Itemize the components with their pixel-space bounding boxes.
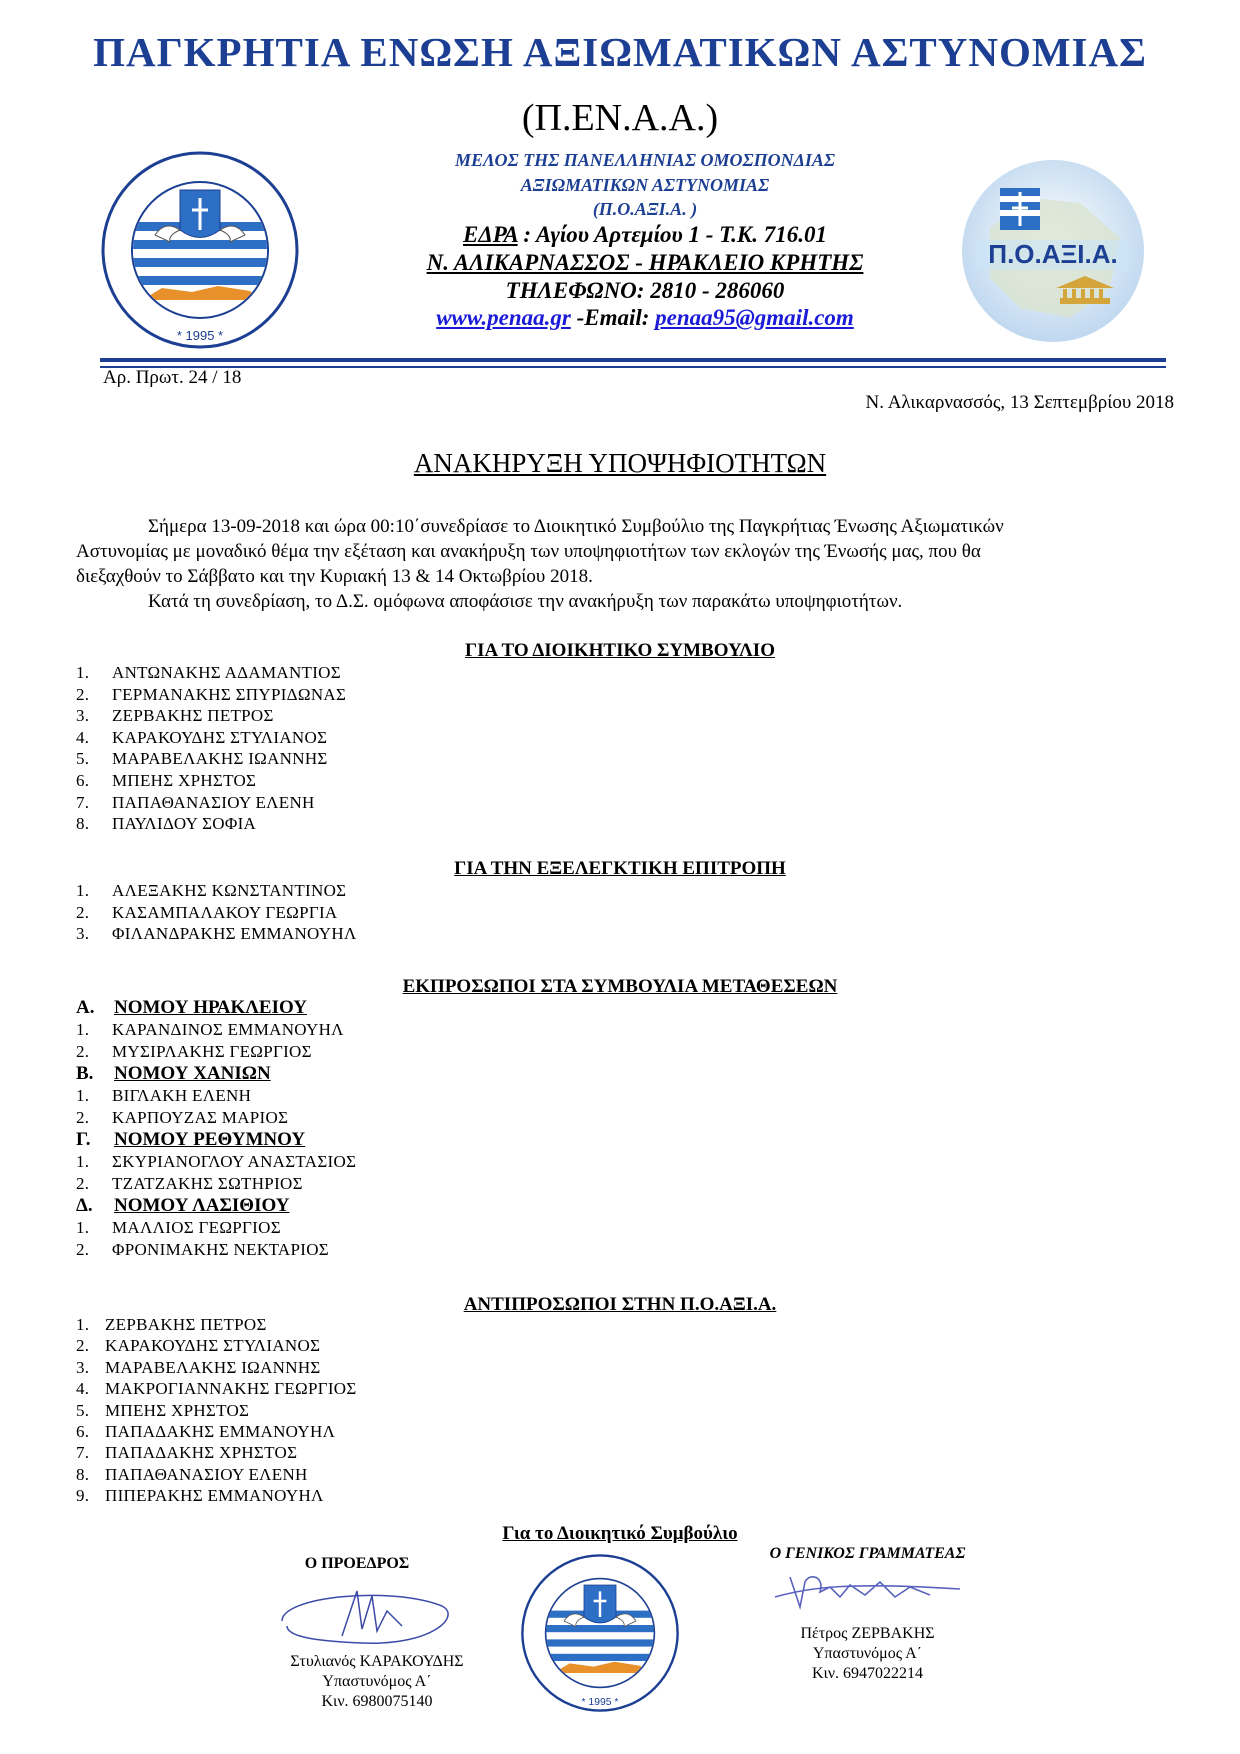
secretary-signature-icon — [770, 1567, 970, 1617]
association-logo-icon — [100, 150, 300, 350]
district-heading: Β. ΝΟΜΟΥ ΧΑΝΙΩΝ — [76, 1063, 271, 1084]
website-link[interactable]: www.penaa.gr — [436, 305, 571, 330]
list-item: 2. ΚΑΡΑΚΟΥΔΗΣ ΣΤΥΛΙΑΝΟΣ — [76, 1336, 321, 1356]
member-line-1: ΜΕΛΟΣ ΤΗΣ ΠΑΝΕΛΛΗΝΙΑΣ ΟΜΟΣΠΟΝΔΙΑΣ — [454, 150, 836, 170]
org-title: ΠΑΓΚΡΗΤΙΑ ΕΝΩΣΗ ΑΞΙΩΜΑΤΙΚΩΝ ΑΣΤΥΝΟΜΙΑΣ — [93, 29, 1147, 75]
list-item: 1. ΑΝΤΩΝΑΚΗΣ ΑΔΑΜΑΝΤΙΟΣ — [76, 663, 341, 682]
poaxia-list — [76, 1315, 357, 1508]
list-item: 3. ΜΑΡΑΒΕΛΑΚΗΣ ΙΩΑΝΝΗΣ — [76, 1357, 321, 1377]
list-item: 8. ΠΑΥΛΙΔΟΥ ΣΟΦΙΑ — [76, 814, 257, 834]
header-divider-thin — [100, 366, 1166, 368]
president-name: Στυλιανός ΚΑΡΑΚΟΥΔΗΣ — [290, 1653, 464, 1670]
poaxia-heading: ΑΝΤΙΠΡΟΣΩΠΟΙ ΣΤΗΝ Π.Ο.ΑΞΙ.Α. — [463, 1294, 777, 1315]
phone-line: ΤΗΛΕΦΩΝΟ: 2810 - 286060 — [505, 278, 785, 303]
district-heading: Α. ΝΟΜΟΥ ΗΡΑΚΛΕΙΟΥ — [76, 997, 307, 1018]
list-item: 1. ΒΙΓΛΑΚΗ ΕΛΕΝΗ — [76, 1086, 252, 1105]
president-phone: Κιν. 6980075140 — [321, 1693, 433, 1710]
for-board-label: Για το Διοικητικό Συμβούλιο — [502, 1523, 738, 1544]
document-title: ΑΝΑΚΗΡΥΞΗ ΥΠΟΨΗΦΙΟΤΗΤΩΝ — [413, 448, 827, 478]
list-item: 1. ΜΑΛΛΙΟΣ ΓΕΩΡΓΙΟΣ — [76, 1218, 281, 1237]
president-rank: Υπαστυνόμος Α΄ — [322, 1673, 432, 1690]
email-link[interactable]: penaa95@gmail.com — [655, 305, 854, 330]
body-line-4: Κατά τη συνεδρίαση, το Δ.Σ. ομόφωνα αποφάσισε την ανακήρυξη των παρακάτω υποψηφιοτήτων. — [148, 591, 903, 612]
body-line-3: διεξαχθούν το Σάββατο και την Κυριακή 13 & 14 Οκτωβρίου 2018. — [76, 566, 593, 587]
secretary-phone: Κιν. 6947022214 — [811, 1665, 924, 1682]
board-list — [76, 663, 346, 836]
list-item: 2. ΜΥΣΙΡΛΑΚΗΣ ΓΕΩΡΓΙΟΣ — [76, 1041, 312, 1061]
org-abbreviation: (Π.ΕΝ.Α.Α.) — [521, 97, 719, 139]
body-line-1: Σήμερα 13-09-2018 και ώρα 00:10΄συνεδρίασε το Διοικητικό Συμβούλιο της Παγκρήτιας Ένωσης Αξιωματικών — [148, 516, 1004, 537]
president-signature-icon — [272, 1581, 462, 1651]
list-item: 2. ΦΡΟΝΙΜΑΚΗΣ ΝΕΚΤΑΡΙΟΣ — [76, 1239, 329, 1259]
list-item: 1. ΖΕΡΒΑΚΗΣ ΠΕΤΡΟΣ — [76, 1315, 267, 1334]
district-heading: Δ. ΝΟΜΟΥ ΛΑΣΙΘΙΟΥ — [76, 1195, 290, 1216]
list-item: 1. ΚΑΡΑΝΔΙΝΟΣ ΕΜΜΑΝΟΥΗΛ — [76, 1020, 344, 1039]
list-item: 5. ΜΑΡΑΒΕΛΑΚΗΣ ΙΩΑΝΝΗΣ — [76, 749, 328, 769]
list-item: 7. ΠΑΠΑΘΑΝΑΣΙΟΥ ΕΛΕΝΗ — [76, 792, 315, 812]
city-line: Ν. ΑΛΙΚΑΡΝΑΣΣΟΣ - ΗΡΑΚΛΕΙΟ ΚΡΗΤΗΣ — [426, 250, 864, 275]
list-item: 5. ΜΠΕΗΣ ΧΡΗΣΤΟΣ — [76, 1400, 250, 1420]
secretary-role: Ο ΓΕΝΙΚΟΣ ΓΡΑΜΜΑΤΕΑΣ — [769, 1545, 966, 1562]
list-item: 1. ΑΛΕΞΑΚΗΣ ΚΩΝΣΤΑΝΤΙΝΟΣ — [76, 881, 347, 900]
association-stamp-icon — [520, 1553, 680, 1713]
list-item: 3. ΦΙΛΑΝΔΡΑΚΗΣ ΕΜΜΑΝΟΥΗΛ — [76, 924, 357, 943]
secretary-name: Πέτρος ΖΕΡΒΑΚΗΣ — [800, 1625, 935, 1642]
audit-list — [76, 881, 357, 946]
header-divider — [100, 358, 1166, 362]
member-line-3: (Π.Ο.ΑΞΙ.Α. ) — [592, 199, 698, 219]
svg-text:* 1995 *: * 1995 * — [581, 1697, 619, 1708]
member-line-2: ΑΞΙΩΜΑΤΙΚΩΝ ΑΣΤΥΝΟΜΙΑΣ — [520, 175, 770, 195]
protocol-number: Αρ. Πρωτ. 24 / 18 — [103, 367, 242, 388]
list-item: 9. ΠΙΠΕΡΑΚΗΣ ΕΜΜΑΝΟΥΗΛ — [76, 1486, 324, 1506]
president-role: Ο ΠΡΟΕΔΡΟΣ — [304, 1555, 410, 1572]
audit-heading: ΓΙΑ ΤΗΝ ΕΞΕΛΕΓΚΤΙΚΗ ΕΠΙΤΡΟΠΗ — [454, 858, 786, 879]
president-signature-block — [272, 1545, 482, 1745]
list-item: 2. ΚΑΣΑΜΠΑΛΑΚΟΥ ΓΕΩΡΓΙΑ — [76, 902, 338, 922]
seat-address — [390, 222, 900, 248]
secretary-rank: Υπαστυνόμος Α΄ — [812, 1645, 923, 1662]
contact-line — [390, 305, 900, 331]
list-item: 4. ΜΑΚΡΟΓΙΑΝΝΑΚΗΣ ΓΕΩΡΓΙΟΣ — [76, 1379, 357, 1399]
list-item: 3. ΖΕΡΒΑΚΗΣ ΠΕΤΡΟΣ — [76, 706, 274, 726]
transfers-list — [76, 997, 356, 1261]
list-item: 2. ΓΕΡΜΑΝΑΚΗΣ ΣΠΥΡΙΔΩΝΑΣ — [76, 684, 347, 704]
list-item: 4. ΚΑΡΑΚΟΥΔΗΣ ΣΤΥΛΙΑΝΟΣ — [76, 727, 328, 747]
board-heading: ΓΙΑ ΤΟ ΔΙΟΙΚΗΤΙΚΟ ΣΥΜΒΟΥΛΙΟ — [465, 640, 775, 661]
list-item: 7. ΠΑΠΑΔΑΚΗΣ ΧΡΗΣΤΟΣ — [76, 1443, 298, 1463]
list-item: 8. ΠΑΠΑΘΑΝΑΣΙΟΥ ΕΛΕΝΗ — [76, 1464, 308, 1484]
federation-logo-icon — [960, 158, 1146, 344]
secretary-signature-block — [760, 1545, 990, 1745]
list-item: 1. ΣΚΥΡΙΑΝΟΓΛΟΥ ΑΝΑΣΤΑΣΙΟΣ — [76, 1152, 357, 1171]
list-item: 6. ΠΑΠΑΔΑΚΗΣ ΕΜΜΑΝΟΥΗΛ — [76, 1421, 336, 1441]
transfers-heading: ΕΚΠΡΟΣΩΠΟΙ ΣΤΑ ΣΥΜΒΟΥΛΙΑ ΜΕΤΑΘΕΣΕΩΝ — [402, 976, 838, 997]
svg-text:Π.Ο.ΑΞΙ.Α.: Π.Ο.ΑΞΙ.Α. — [988, 239, 1118, 269]
list-item: 2. ΚΑΡΠΟΥΖΑΣ ΜΑΡΙΟΣ — [76, 1107, 289, 1127]
seat-label: ΕΔΡΑ — [463, 222, 518, 247]
district-heading: Γ. ΝΟΜΟΥ ΡΕΘΥΜΝΟΥ — [76, 1129, 306, 1150]
body-line-2: Αστυνομίας με μοναδικό θέμα την εξέταση και ανακήρυξη των υποψηφιοτήτων των εκλογών της Ένωσής μας, που θα — [76, 541, 981, 562]
seat-value: : Αγίου Αρτεμίου 1 - Τ.Κ. 716.01 — [517, 222, 827, 247]
list-item: 6. ΜΠΕΗΣ ΧΡΗΣΤΟΣ — [76, 770, 257, 790]
date-line: Ν. Αλικαρνασσός, 13 Σεπτεμβρίου 2018 — [865, 392, 1174, 413]
svg-text:* 1995 *: * 1995 * — [176, 328, 224, 343]
email-label: -Email: — [570, 305, 656, 330]
list-item: 2. ΤΖΑΤΖΑΚΗΣ ΣΩΤΗΡΙΟΣ — [76, 1173, 303, 1193]
